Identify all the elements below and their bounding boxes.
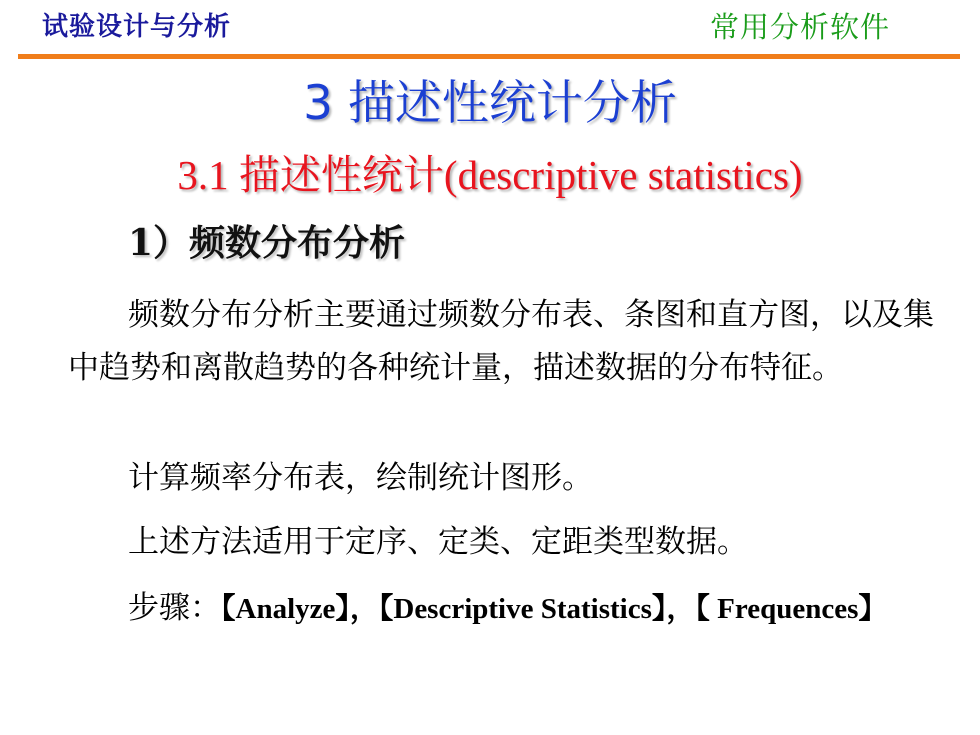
steps-label: 步骤： (128, 590, 221, 625)
header-divider (18, 54, 960, 59)
paragraph-applicability: 上述方法适用于定序、定类、定距类型数据。 (128, 524, 748, 560)
chapter-title: 常用分析软件 (709, 10, 890, 44)
slide-title: 3 描述性统计分析 (303, 76, 677, 131)
course-title: 试验设计与分析 (42, 12, 232, 42)
steps-text: 【Analyze】，【Descriptive Statistics】，【 Frequences】 (221, 593, 888, 625)
paragraph-description: 频数分布分析主要通过频数分布表、条图和直方图，以及集中趋势和离散趋势的各种统计量，描述数据的分布特征。 (68, 297, 934, 386)
section-heading: 1）频数分布分析 (128, 222, 406, 264)
paragraph-calculation: 计算频率分布表，绘制统计图形。 (128, 460, 593, 496)
paragraph-steps (68, 583, 928, 634)
slide-subtitle: 3.1 描述性统计(descriptive statistics) (177, 152, 803, 198)
